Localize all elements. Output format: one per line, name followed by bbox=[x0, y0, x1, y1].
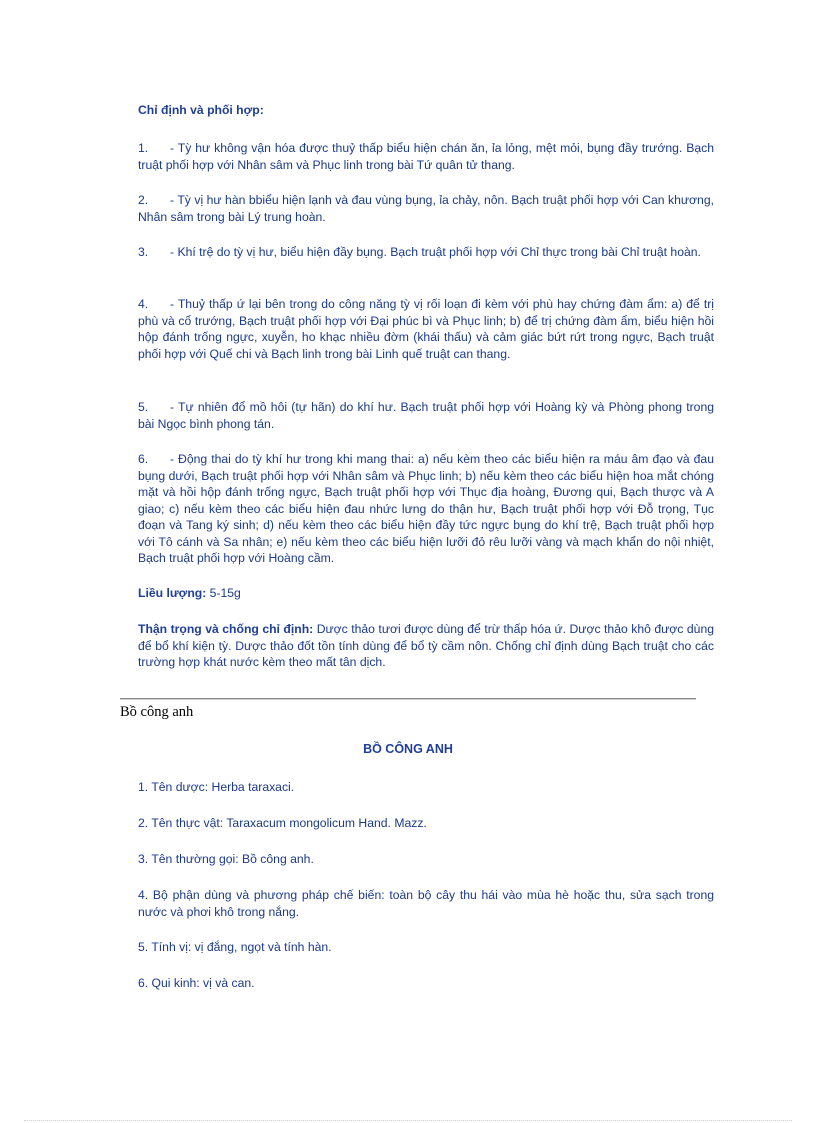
list-item bbox=[120, 192, 714, 225]
dosage-paragraph bbox=[120, 585, 714, 602]
section-label-bo-cong-anh: Bồ công anh bbox=[120, 704, 194, 720]
section-heading-indications: Chỉ định và phối hợp: bbox=[138, 103, 264, 117]
dosage-value: 5-15g bbox=[206, 586, 241, 600]
item-text: - Tự nhiên đổ mồ hôi (tự hãn) do khí hư. Bạch truật phối hợp với Hoàng kỳ và Phòng phong trong bài Ngọc bình phong tán. bbox=[138, 400, 714, 431]
list-item: 2. Tên thực vật: Taraxacum mongolicum Hand. Mazz. bbox=[138, 816, 427, 830]
caution-label: Thận trọng và chống chỉ định: bbox=[138, 622, 314, 636]
item-text: - Động thai do tỳ khí hư trong khi mang thai: a) nếu kèm theo các biểu hiện ra máu âm đạo và đau bụng dưới, Bạch truật phối hợp với Nhân sâm và Phục linh; b) nếu kèm theo các biểu hiện hoa mắt chóng mặt và hồi hộp đánh trống ngực, Bạch truật phối hợp với Thục địa hoàng, Đương qui, Bạch thược và A giao; c) nếu kèm theo các biểu hiện đau nhức lưng do thận hư, Bạch truật phối hợp với Đỗ trọng, Tục đoạn và Tang ký sinh; d) nếu kèm theo các biểu hiện đầy tức ngực bụng do khí trệ, Bạch truật phối hợp với Tô cánh và Sa nhân; e) nếu kèm theo các biểu hiện lưỡi đỏ rêu lưỡi vàng và mạch khẩn do nội nhiệt, Bạch truật phối hợp với Hoàng cầm. bbox=[138, 452, 714, 565]
list-item: 3. Tên thường gọi: Bồ công anh. bbox=[138, 852, 314, 866]
item-number: 6. bbox=[138, 452, 149, 466]
list-item bbox=[120, 451, 714, 567]
list-item: 6. Qui kinh: vị và can. bbox=[138, 976, 255, 990]
horizontal-divider bbox=[120, 698, 696, 700]
list-item bbox=[120, 399, 714, 432]
item-text: - Tỳ hư không vận hóa được thuỷ thấp biểu hiện chán ăn, ỉa lỏng, mệt mỏi, bụng đầy trướng. Bạch truật phối hợp với Nhân sâm và Phục linh trong bài Tứ quân tử thang. bbox=[138, 141, 714, 172]
item-text: - Khí trệ do tỳ vị hư, biểu hiện đầy bụng. Bạch truật phối hợp với Chỉ thực trong bài Chỉ truật hoàn. bbox=[170, 245, 701, 259]
list-item bbox=[120, 244, 714, 261]
section-title: BỒ CÔNG ANH bbox=[363, 742, 453, 756]
item-text: - Tỳ vị hư hàn bbiểu hiện lạnh và đau vùng bụng, ỉa chảy, nôn. Bạch truật phối hợp với Can khương, Nhân sâm trong bài Lý trung hoàn. bbox=[138, 193, 714, 224]
page-bottom-border bbox=[24, 1120, 792, 1121]
item-number: 1. bbox=[138, 141, 149, 155]
list-item: 1. Tên dược: Herba taraxaci. bbox=[138, 780, 295, 794]
caution-text: Dược thảo tươi được dùng để trừ thấp hóa ứ. Dược thảo khô được dùng để bổ khí kiện tỳ. Dược thảo đốt tồn tính dùng để bổ tỳ cầm nôn. Chống chỉ định dùng Bạch truật cho các trường hợp khát nước kèm theo mất tân dịch. bbox=[138, 622, 714, 669]
caution-paragraph bbox=[120, 621, 714, 671]
list-item bbox=[120, 140, 714, 173]
item-text: - Thuỷ thấp ứ lại bên trong do công năng tỳ vị rối loạn đi kèm với phù hay chứng đàm ẩm: a) để trị phù và cổ trướng, Bạch truật phối hợp với Đại phúc bì và Phục linh; b) để trị chứng đàm ẩm, biểu hiện hồi hộp đánh trống ngực, xuyễn, ho khạc nhiều đờm (khái thấu) và cảm giác bứt rứt trong ngực, Bạch truật phối hợp với Quế chi và Bạch linh trong bài Linh quế truật can thang. bbox=[138, 297, 714, 361]
dosage-label: Liều lượng: bbox=[138, 586, 207, 600]
item-number: 2. bbox=[138, 193, 149, 207]
item-number: 5. bbox=[138, 400, 149, 414]
list-item: 4. Bộ phận dùng và phương pháp chế biến: toàn bộ cây thu hái vào mùa hè hoặc thu, sửa sạch trong nước và phơi khô trong nắng. bbox=[138, 888, 714, 919]
list-item bbox=[120, 296, 714, 362]
item-number: 3. bbox=[138, 245, 149, 259]
list-item: 5. Tính vị: vị đắng, ngọt và tính hàn. bbox=[138, 940, 332, 954]
item-number: 4. bbox=[138, 297, 149, 311]
